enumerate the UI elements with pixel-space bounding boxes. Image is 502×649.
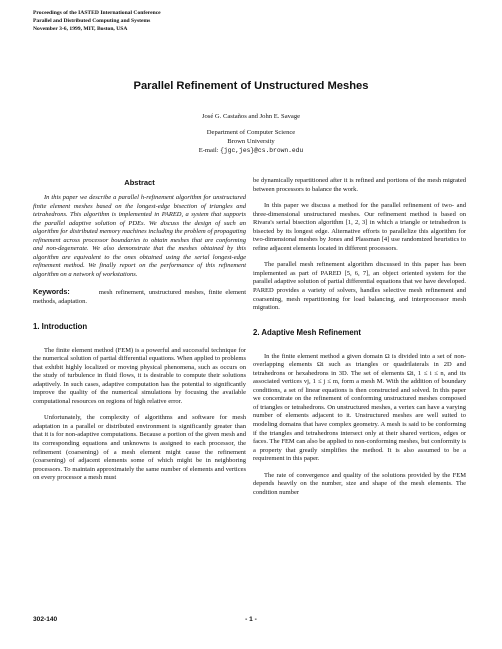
conference-track: Parallel and Distributed Computing and Systems — [33, 18, 151, 24]
keywords-label: Keywords: — [33, 287, 70, 297]
paper-id: 302-140 — [33, 616, 58, 623]
affiliation-university: Brown University — [227, 138, 275, 145]
keywords-text: mesh refinement, unstructured meshes, finite element methods, adaptation. — [33, 289, 246, 306]
affiliation-department: Department of Computer Science — [206, 129, 296, 136]
abstract-heading: Abstract — [124, 178, 155, 187]
left-column — [33, 177, 246, 483]
affiliation-email — [0, 146, 502, 155]
paper-title: Parallel Refinement of Unstructured Meshes — [133, 80, 369, 92]
section-heading-introduction: 1. Introduction — [33, 321, 88, 331]
intro-paragraph-3: be dynamically repartitioned after it is refined and portions of the mesh migrated between processors to balance the work. — [253, 177, 466, 193]
paper-authors: José G. Castaños and John E. Savage — [201, 113, 301, 120]
page-number: - 1 - — [245, 616, 257, 623]
conference-date-location: November 3-6, 1999, MIT, Boston, USA — [33, 26, 128, 32]
intro-paragraph-4: In this paper we discuss a method for the parallel refinement of two- and three-dimensional unstructured meshes. Our refinement method is based on Rivara's serial bisection algorithm [1, 2, 3] in which a triangle or tetrahedron is bisected by its longest edge. Alternative efforts to parallelize this algorithm for two-dimensional meshes by Jones and Plassman [4] use randomized heuristics to refine adjacent elements located in different processors. — [253, 202, 466, 252]
right-column — [253, 177, 466, 497]
intro-paragraph-2: Unfortunately, the complexity of algorithms and software for mesh adaptation in a parallel or distributed environment is significantly greater than that it is for non-adaptive computations. Because a portion of the given mesh and its corresponding equations and unknowns is assigned to each processor, the refinement (coarsening) of a mesh element might cause the refinement (coarsening) of adjacent elements some of which might be in neighboring processors. To maintain approximately the same number of elements and vertices on every processor a mesh must — [33, 414, 246, 482]
email-label: E-mail: — [198, 147, 221, 154]
intro-paragraph-1: The finite element method (FEM) is a powerful and successful technique for the numerical solution of partial differential equations. When applied to problems that exhibit highly localized or moving physical phenomena, such as occurs on the study of turbulence in fluid flows, it is desirable to compute their solutions adaptively. In such cases, adaptive computation has the potential to significantly improve the quality of the numerical simulations by focusing the available computational resources on regions of high relative error. — [33, 346, 246, 405]
conference-name: Proceedings of the IASTED International Conference — [33, 10, 161, 16]
email-address[interactable]: {jgc,jes}@cs.brown.edu — [220, 147, 304, 154]
section2-paragraph-2: The rate of convergence and quality of the solutions provided by the FEM depends heavily on the number, size and shape of the mesh elements. The condition number — [253, 471, 466, 496]
abstract-text: In this paper we describe a parallel h-refinement algorithm for unstructured finite element meshes based on the longest-edge bisection of triangles and tetrahedrons. This algorithm is implemented in PARED, a system that supports the parallel adaptive solution of PDEs. We discuss the design of such an algorithm for distributed memory machines including the problem of propagating refinement across processor boundaries to obtain meshes that are conforming and non-degenerate. We also demonstrate that the meshes obtained by this algorithm are equivalent to the ones obtained using the serial longest-edge refinement method. We finally report on the performance of this refinement algorithm on a network of workstations. — [33, 194, 246, 278]
section2-paragraph-1: In the finite element method a given domain Ω is divided into a set of non-overlapping elements Ωi such as triangles or quadrilaterals in 2D and tetrahedrons or hexahedrons in 3D. The set of elements Ωi, 1 ≤ i ≤ n, and its associated vertices vj, 1 ≤ j ≤ m, form a mesh M. With the addition of boundary conditions, a set of linear equations is then constructed and solved. In this paper we concentrate on the refinement of conforming unstructured meshes composed of triangles or tetrahedrons. On unstructured meshes, a vertex can have a varying number of elements adjacent to it. Unstructured meshes are well suited to modeling domains that have complex geometry. A mesh is said to be conforming if the triangles and tetrahedrons intersect only at their shared vertices, edges or faces. The FEM can also be applied to non-conforming meshes, but conformity is a property that greatly simplifies the method. It is also assumed to be a requirement in this paper. — [253, 352, 466, 463]
conference-header — [33, 9, 161, 33]
author-affiliation — [0, 128, 502, 155]
keywords — [33, 288, 246, 306]
section-heading-adaptive-mesh-refinement: 2. Adaptive Mesh Refinement — [253, 327, 362, 337]
intro-paragraph-5: The parallel mesh refinement algorithm discussed in this paper has been implemented as part of PARED [5, 6, 7], an object oriented system for the parallel adaptive solution of partial differential equations that we have developed. PARED provides a variety of solvers, handles selective mesh refinement and coarsening, mesh repartitioning for load balancing, and interprocessor mesh migration. — [253, 261, 466, 312]
